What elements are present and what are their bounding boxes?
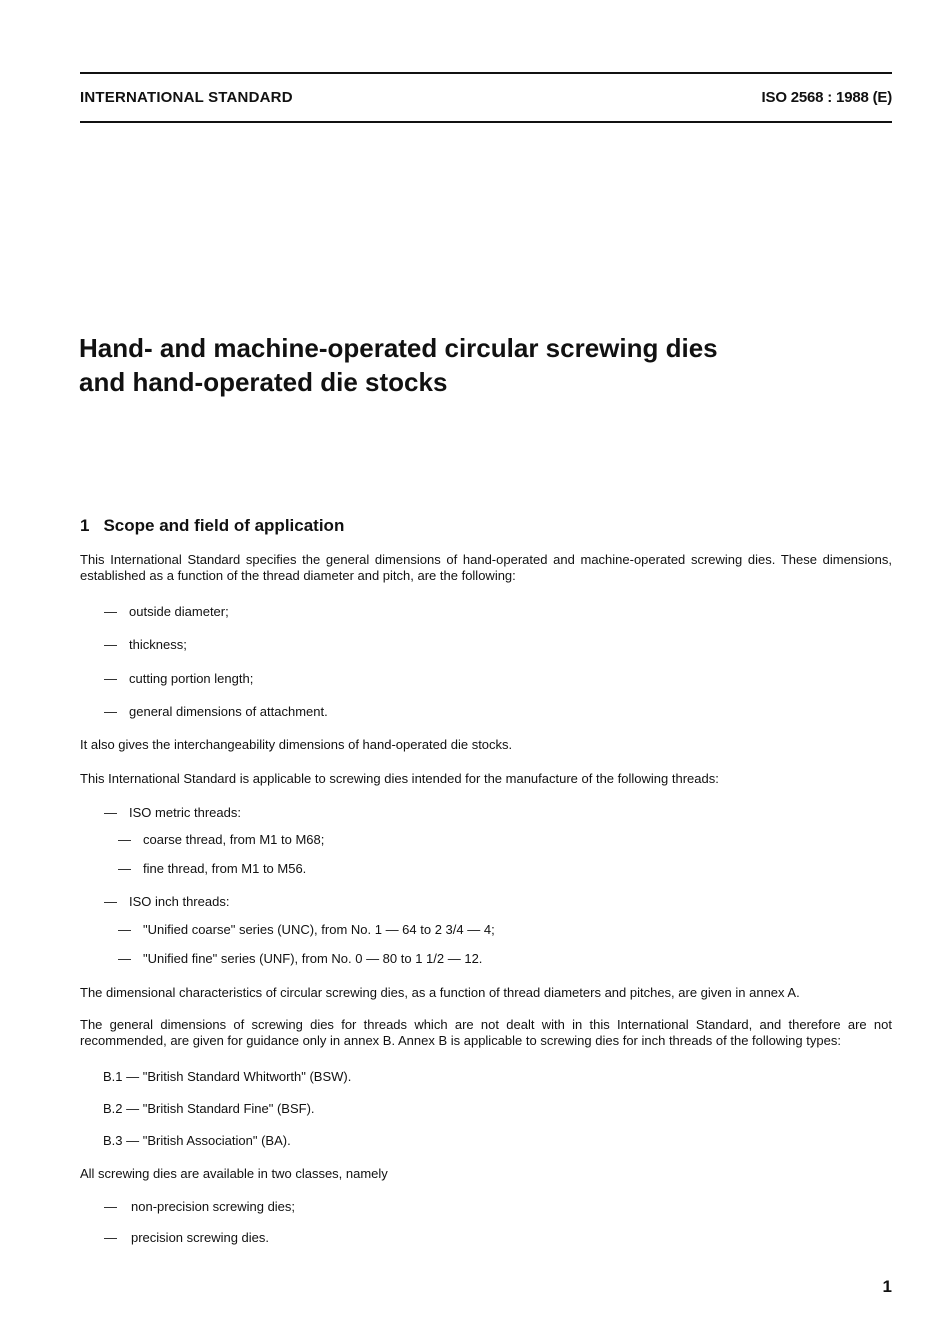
title-line-1: Hand- and machine-operated circular screwing dies — [79, 333, 718, 363]
list-item: — coarse thread, from M1 to M68; — [118, 832, 325, 847]
page-number: 1 — [882, 1277, 892, 1296]
list-item: — ISO inch threads: — [104, 894, 230, 909]
list-item: — ISO metric threads: — [104, 805, 241, 820]
list-item: — "Unified coarse" series (UNC), from No. 1 — 64 to 2 3/4 — 4; — [118, 922, 495, 937]
section-title: Scope and field of application — [103, 516, 345, 535]
standard-reference: ISO 2568 : 1988 (E) — [761, 89, 892, 106]
list-item: — non-precision screwing dies; — [104, 1199, 296, 1214]
section-number: 1 — [80, 516, 90, 535]
list-dash: — — [104, 1199, 117, 1214]
list-dash: — — [104, 671, 117, 686]
title-line-2: and hand-operated die stocks — [79, 367, 448, 397]
list-item: B.1 — "British Standard Whitworth" (BSW). — [103, 1069, 352, 1084]
list-item: — cutting portion length; — [104, 671, 254, 686]
list-item: — precision screwing dies. — [104, 1230, 270, 1245]
list-dash: — — [104, 637, 117, 652]
intro-paragraph: This International Standard specifies the general dimensions of hand-operated and machine-operated screwing dies. These dimensions, established as a function of the thread diameter and pitch, are the following: — [80, 552, 892, 583]
list-dash: — — [104, 704, 117, 719]
document-title — [79, 331, 899, 399]
list-dash: — — [104, 604, 117, 619]
list-item: — "Unified fine" series (UNF), from No. 0 — 80 to 1 1/2 — 12. — [118, 951, 483, 966]
list-item: — fine thread, from M1 to M56. — [118, 861, 307, 876]
list-item: — general dimensions of attachment. — [104, 704, 328, 719]
list-item: — thickness; — [104, 637, 187, 652]
classes-paragraph: All screwing dies are available in two classes, namely — [80, 1166, 388, 1181]
list-dash: — — [104, 1230, 117, 1245]
list-dash: — — [118, 922, 131, 937]
characteristics-paragraph: The dimensional characteristics of circular screwing dies, as a function of thread diameters and pitches, are given in annex A. — [80, 985, 800, 1000]
list-dash: — — [104, 894, 117, 909]
document-type-label: INTERNATIONAL STANDARD — [80, 89, 293, 106]
interchangeability-paragraph: It also gives the interchangeability dimensions of hand-operated die stocks. — [80, 737, 513, 752]
applicable-paragraph: This International Standard is applicable to screwing dies intended for the manufacture of the following threads: — [80, 771, 719, 786]
list-item: B.3 — "British Association" (BA). — [103, 1133, 291, 1148]
list-item: B.2 — "British Standard Fine" (BSF). — [103, 1101, 315, 1116]
list-dash: — — [118, 861, 131, 876]
list-dash: — — [104, 805, 117, 820]
header-rule-top — [80, 72, 892, 74]
list-dash: — — [118, 832, 131, 847]
section-heading — [80, 516, 344, 536]
header-rule-bottom — [80, 121, 892, 123]
list-item: — outside diameter; — [104, 604, 229, 619]
list-dash: — — [118, 951, 131, 966]
general-dimensions-paragraph: The general dimensions of screwing dies for threads which are not dealt with in this International Standard, and therefore are not recommended, are given for guidance only in annex B. Annex B is applicable to screwing dies for inch threads of the following types: — [80, 1017, 892, 1048]
